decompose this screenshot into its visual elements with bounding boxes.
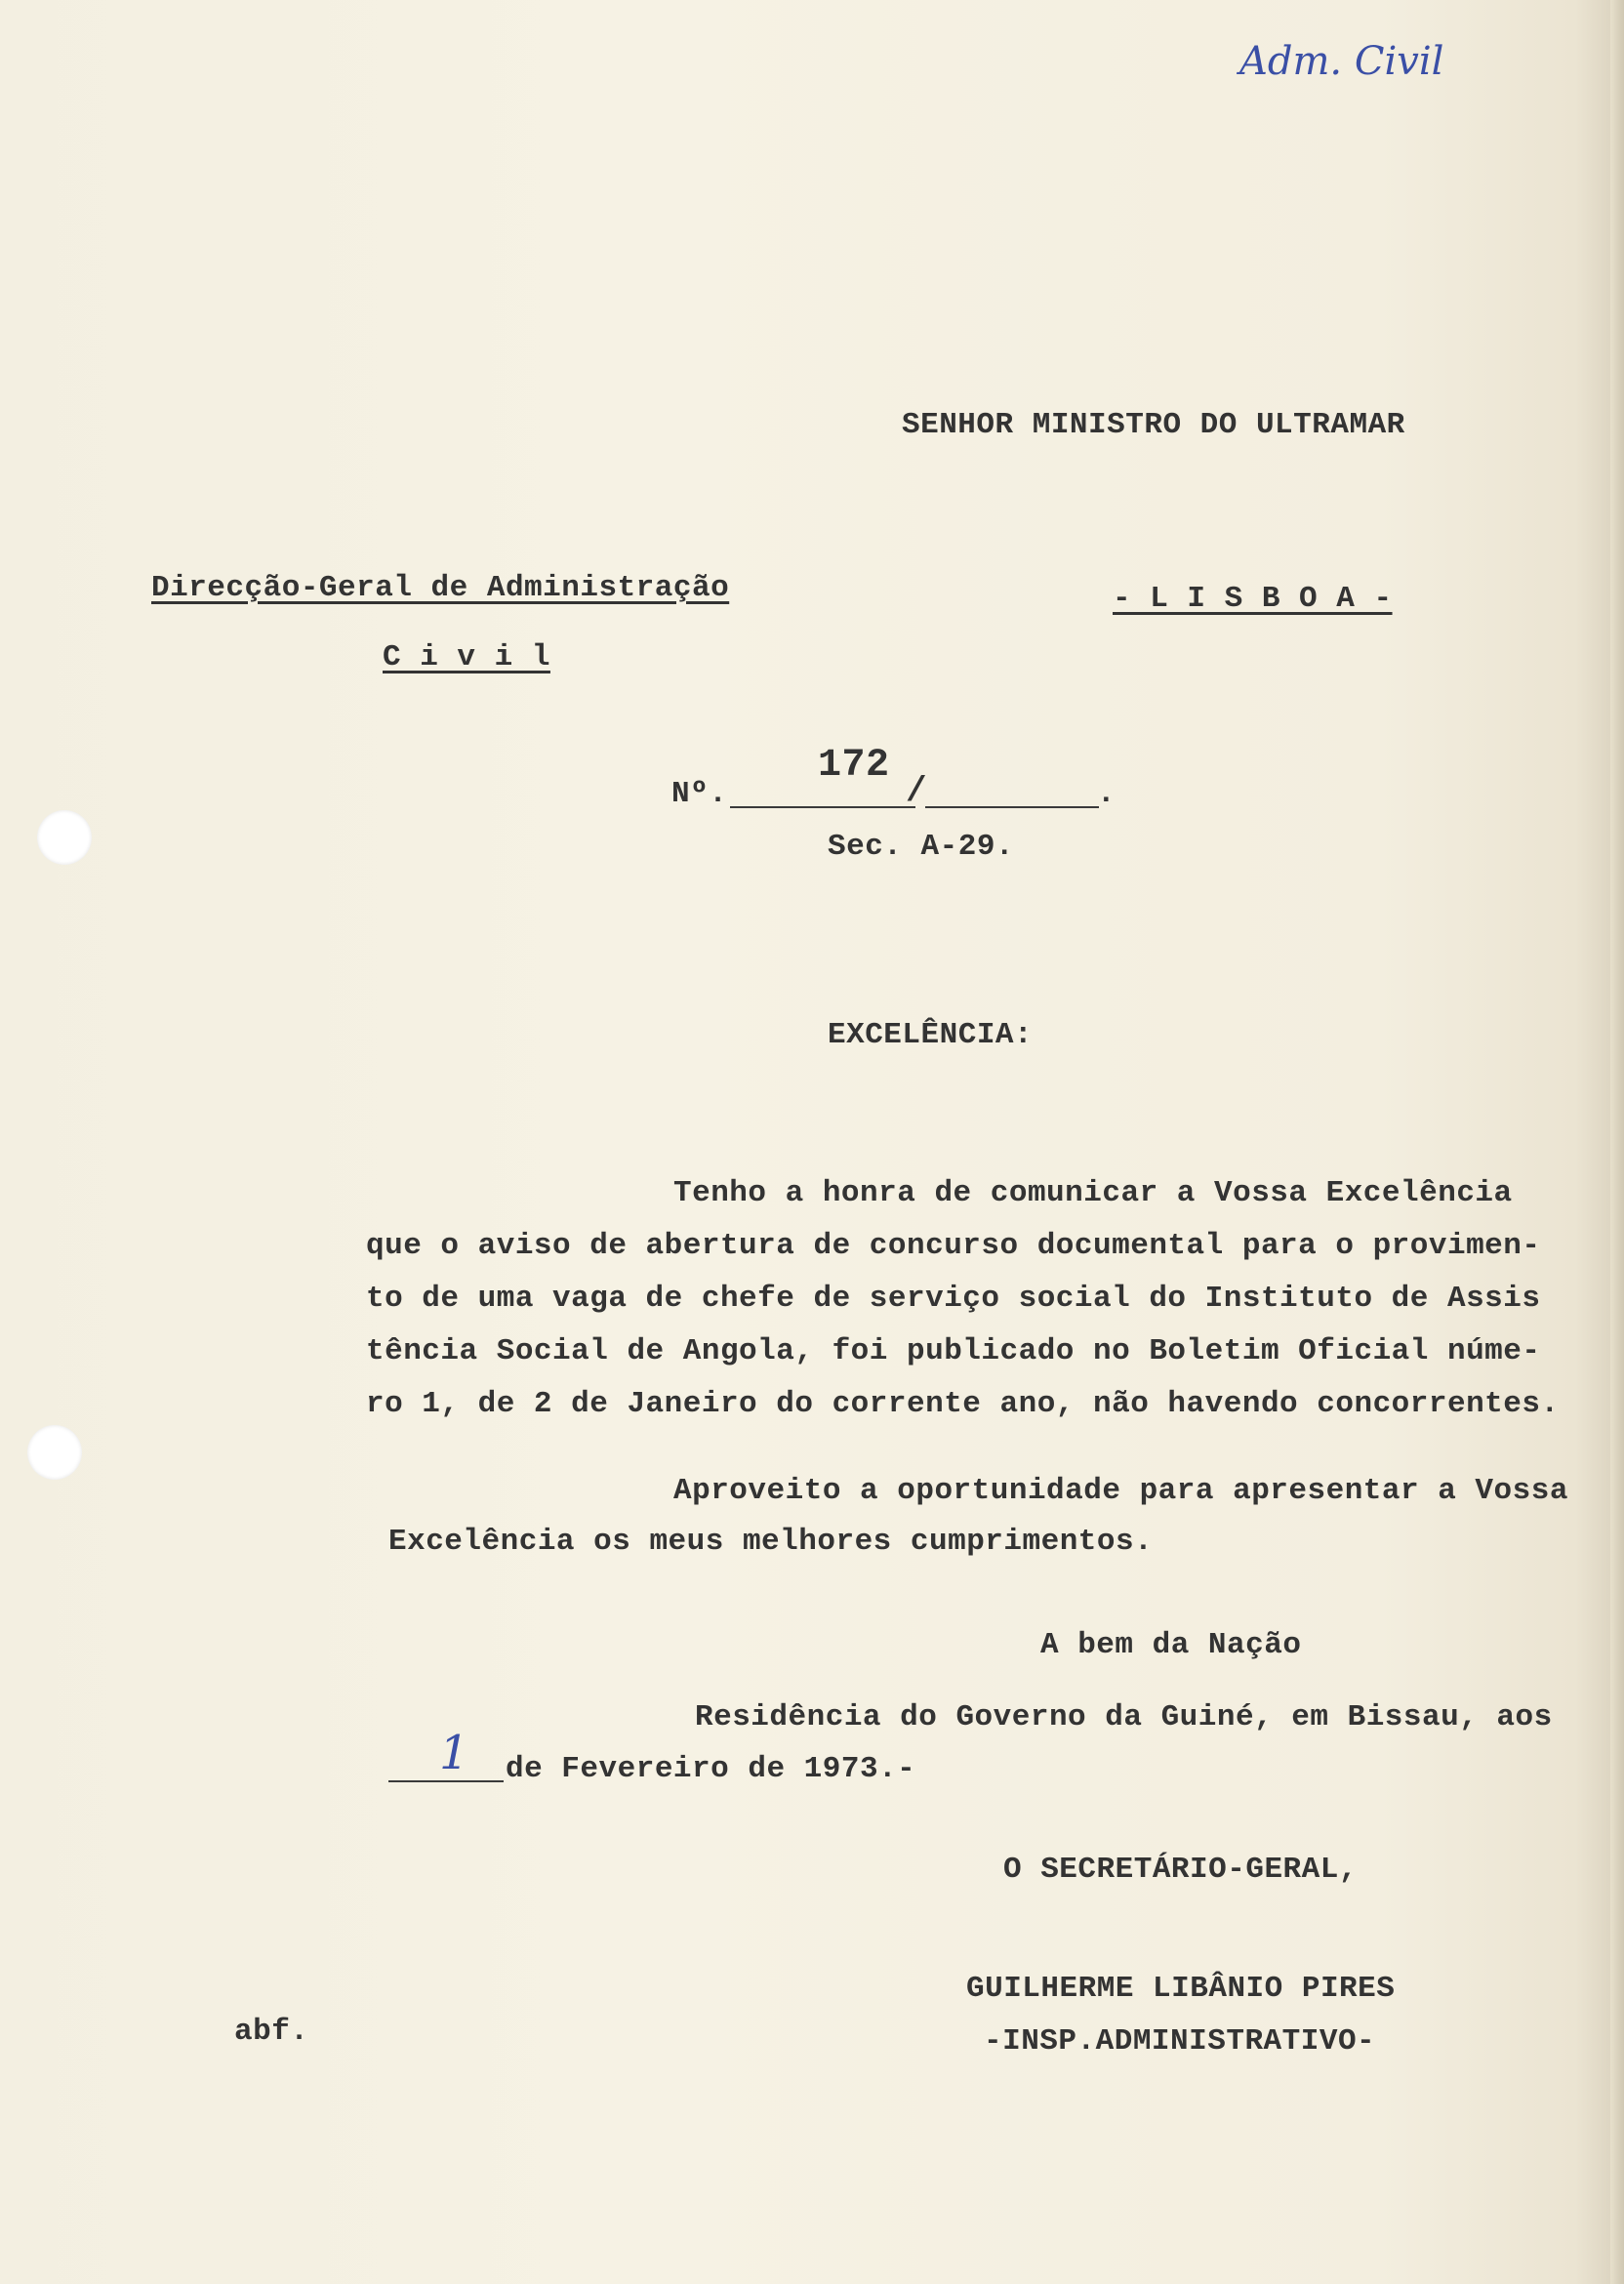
reference-underline-1 xyxy=(730,806,915,808)
reference-dot: . xyxy=(1097,777,1116,811)
punch-hole-top xyxy=(37,810,92,865)
reference-label: Nº. xyxy=(671,777,728,811)
body-line: que o aviso de abertura de concurso documental para o provimen- xyxy=(366,1229,1541,1263)
signature-title: O SECRETÁRIO-GERAL, xyxy=(1003,1853,1358,1887)
salutation: EXCELÊNCIA: xyxy=(828,1018,1034,1052)
city: - L I S B O A - xyxy=(1113,582,1393,616)
body-line: ro 1, de 2 de Janeiro do corrente ano, não havendo concorrentes. xyxy=(366,1387,1560,1421)
addressee: SENHOR MINISTRO DO ULTRAMAR xyxy=(902,408,1405,442)
date-day-underline xyxy=(388,1780,504,1782)
paper-edge xyxy=(1610,0,1624,2284)
signature-role: -INSP.ADMINISTRATIVO- xyxy=(984,2024,1376,2059)
body-line: tência Social de Angola, foi publicado no Boletim Oficial núme- xyxy=(366,1334,1541,1368)
punch-hole-bottom xyxy=(27,1425,82,1480)
signature-name: GUILHERME LIBÂNIO PIRES xyxy=(966,1972,1396,2006)
reference-slash: / xyxy=(906,771,928,811)
body-line: Aproveito a oportunidade para apresentar a Vossa xyxy=(673,1474,1568,1508)
body-line: to de uma vaga de chefe de serviço social do Instituto de Assis xyxy=(366,1282,1541,1316)
place-date-line-2: de Fevereiro de 1973.- xyxy=(506,1752,916,1786)
reference-number: 172 xyxy=(818,744,890,788)
reference-underline-2 xyxy=(925,806,1099,808)
date-day: 1 xyxy=(439,1726,469,1780)
body-line: Tenho a honra de comunicar a Vossa Excelência xyxy=(673,1176,1513,1210)
typist-initials: abf. xyxy=(234,2015,309,2049)
handwritten-note: Adm. Civil xyxy=(1239,39,1444,84)
closing: A bem da Nação xyxy=(1040,1628,1302,1662)
place-date-line-1: Residência do Governo da Guiné, em Bissau, aos xyxy=(695,1700,1553,1734)
department-line-1: Direcção-Geral de Administração xyxy=(151,571,730,605)
department-line-2: C i v i l xyxy=(383,640,550,674)
reference-section: Sec. A-29. xyxy=(828,830,1015,864)
body-line: Excelência os meus melhores cumprimentos. xyxy=(388,1525,1154,1559)
